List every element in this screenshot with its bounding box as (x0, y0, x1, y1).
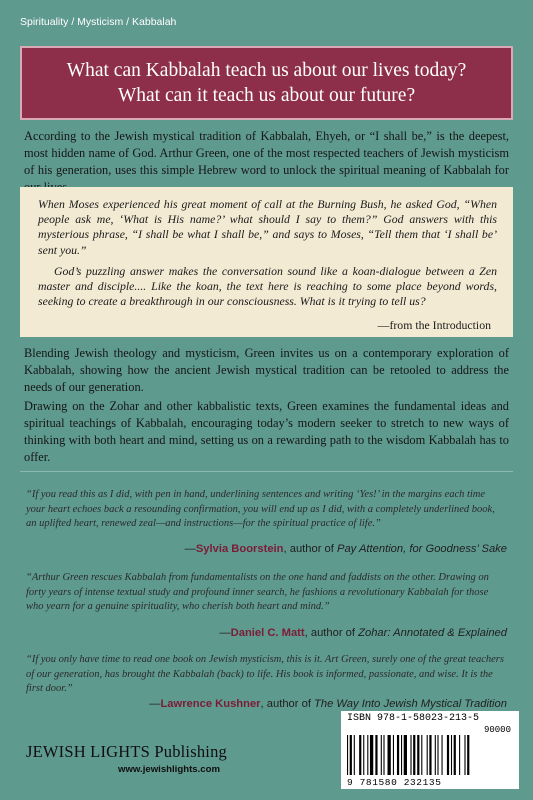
description-paragraph-3: Drawing on the Zohar and other kabbalistic texts, Green examines the fundamental ideas and spiritual teachings of Kabbalah, encouraging today’s modern seeker to stretch to new ways of thinking with both heart and mind, setting us on a rewarding path to the wisdom Kabbalah has to offer. (24, 399, 509, 464)
barcode-bar (370, 735, 373, 775)
excerpt-attribution: —from the Introduction (377, 318, 491, 332)
barcode-bar (367, 735, 368, 775)
blurb-boorstein: “If you read this as I did, with pen in hand, underlining sentences and writing ‘Yes!’ in the margins each time your heart echoes back a resounding confirmation, you will end up as I did, with a completely underlined book, an uplifted heart, renewed zeal—and instructions—for the spiritual practice of life.” (26, 489, 495, 530)
isbn-label: ISBN 978-1-58023-213-5 (347, 713, 480, 724)
barcode-bar (427, 735, 428, 775)
barcode-bar (393, 735, 394, 775)
excerpt-box (20, 187, 513, 337)
attribution-dash: — (184, 543, 196, 555)
barcode-bar (347, 735, 348, 775)
ean-digits: 9 781580 232135 (347, 777, 442, 788)
barcode-bar (467, 735, 469, 775)
barcode-bar (417, 735, 419, 775)
barcode-bar (404, 735, 407, 775)
blurb-attribution-kushner (149, 698, 507, 710)
barcode-bar (397, 735, 399, 775)
barcode-bar (410, 735, 411, 775)
attribution-dash: — (219, 627, 231, 639)
barcode-bar (375, 735, 377, 775)
endorser-book-title: Zohar: Annotated & Explained (358, 627, 507, 639)
barcode-bar (383, 735, 384, 775)
barcode (341, 711, 519, 789)
blurb-attribution-matt (219, 627, 507, 639)
blurb-kushner: “If you only have time to read one book on Jewish mysticism, this is it. Art Green, surely one of the great teachers of our generation, has brought the Kabbalah (back) to life. His book is informed, passionate, and wise. It is the first door.” (26, 654, 504, 695)
blurb-matt: “Arthur Green rescues Kabbalah from fundamentalists on the one hand and faddists on the other. Drawing on forty years of intense textual study and profound inner search, he fashions a revolutionary Kabbalah for those who yearn for a genuine spirituality, who cherish both heart and mind.” (26, 572, 489, 613)
intro-paragraph: According to the Jewish mystical tradition of Kabbalah, Ehyeh, or “I shall be,” is the deepest, most hidden name of God. Arthur Green, one of the most respected teachers of Jewish mysticism of his generation, uses this simple Hebrew word to unlock the spiritual meaning of Kabbalah for (24, 129, 509, 177)
attribution-connector: , author of (304, 627, 359, 639)
barcode-bar (421, 735, 422, 775)
attribution-connector: , author of (283, 543, 337, 555)
blurb-attribution-boorstein (185, 543, 507, 555)
barcode-bar (359, 735, 361, 775)
barcode-bar (459, 735, 460, 775)
price-code: 90000 (483, 725, 511, 735)
barcode-bar (435, 735, 436, 775)
endorser-book-title: Pay Attention, for Goodness’ Sake (337, 543, 507, 555)
attribution-connector: , author of (260, 698, 315, 710)
barcode-bar (363, 735, 364, 775)
barcode-bar (388, 735, 391, 775)
barcode-bar (401, 735, 402, 775)
description-paragraph-2: Blending Jewish theology and mysticism, Green invites us on a contemporary exploration of Kabbalah, showing how the ancient Jewish mystical tradition can be retooled to address the needs of our generation. (24, 346, 509, 394)
headline-line-2: What can it teach us about our future? (117, 85, 416, 106)
section-divider (20, 471, 513, 472)
barcode-bar (381, 735, 382, 775)
publisher-website: www.jewishlights.com (118, 764, 220, 775)
barcode-bars (347, 735, 513, 777)
barcode-bar (447, 735, 449, 775)
excerpt-paragraph-2: God’s puzzling answer makes the conversation sound like a koan-dialogue between a Zen master and disciple.... Like the koan, the text here is reaching to some place beyond words, seeking to create a breakthrough in our consciousness. What is it trying to tell us? (38, 263, 497, 309)
excerpt-paragraph-1: When Moses experienced his great moment of call at the Burning Bush, he asked God, “When people ask me, ‘What is His name?’ what should I say to them?” God answers with this mysterious phrase, “I shall be what I shall be,” and says to Moses, “Tell them that ‘I shall be’ sent you.” (38, 197, 497, 257)
attribution-dash: — (149, 698, 161, 710)
endorser-name: Daniel C. Matt (230, 627, 305, 639)
endorser-book-title: The Way Into Jewish Mystical Tradition (314, 698, 507, 710)
endorser-name: Lawrence Kushner (160, 698, 261, 710)
headline-banner (20, 46, 513, 120)
barcode-bar (354, 735, 355, 775)
barcode-bar (454, 735, 456, 775)
publisher-name: JEWISH LIGHTS Publishing (26, 742, 227, 761)
headline-line-1: What can Kabbalah teach us about our lives today? (66, 60, 467, 81)
barcode-bar (437, 735, 438, 775)
barcode-bar (442, 735, 443, 775)
barcode-bar (451, 735, 452, 775)
barcode-bar (413, 735, 415, 775)
category-label: Spirituality / Mysticism / Kabbalah (20, 16, 177, 28)
barcode-bar (464, 735, 465, 775)
endorser-name: Sylvia Boorstein (195, 543, 284, 555)
barcode-bar (350, 735, 352, 775)
barcode-bar (429, 735, 431, 775)
